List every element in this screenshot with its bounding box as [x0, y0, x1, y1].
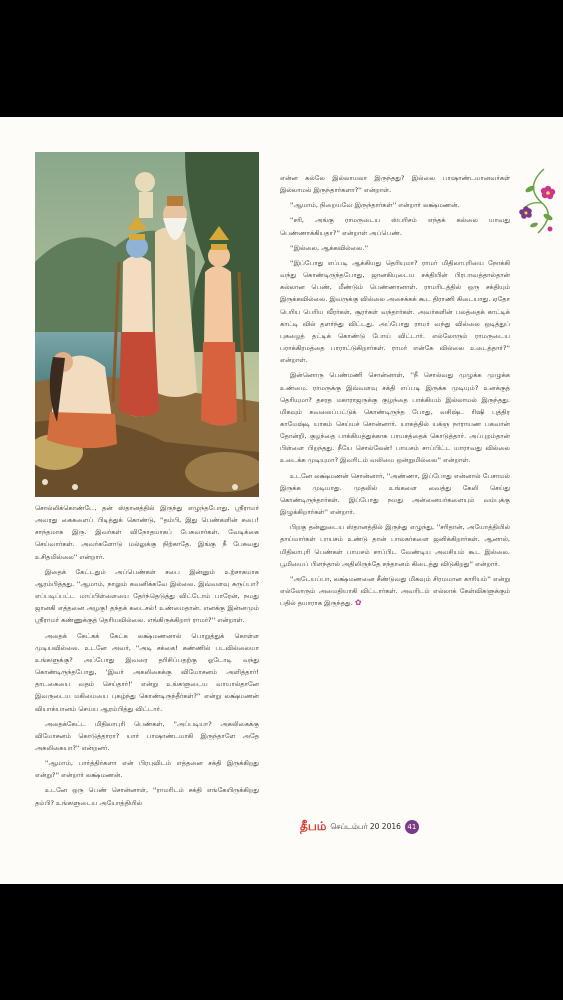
paragraph: இதைக் கேட்டதும் அப்பெண்கள் சபை இன்னும் உற்சாகமாக ஆரம்பித்தது. ''ஆமாம், நாலும் கவனிக்கவே இல்லை. இவ்வளவு சுருப்பா? எப்படிப்பட்ட மாப்பிள்ளையை தேர்ந்தெடுத்து விட்டோம் பாரேன், நமது ஜானகி எத்தனை அழகு! தந்தக் கடைசல்! உண்மைதான். எனக்கு இன்னமும் ஸ்ரீராமர் கண்ணுக்குத் தெரியவில்லை. எங்கிருக்கிறார் ராமர்?'' என்றாள்.	[35, 567, 259, 625]
paragraph: உடனே ஒரு பெண் சொன்னாள், ''ராமரிடம் சக்தி எங்கேயிருக்கிறது தம்பி? உங்களுடைய அயோத்தியில்	[35, 786, 259, 807]
page-number: 41	[405, 820, 419, 834]
magazine-name: தீபம்	[300, 819, 327, 833]
paragraph: அதைக் கேட்கக் கேட்க லக்ஷ்மணனால் பொறுத்துக் கொள்ள முடியவில்லை. உடனே அவர், ''அடி சக்கை! கண்ணில் படவில்லையா உங்களுக்கு? அப்போது இவரை தரிசிப்பதற்கு ஓடோடி வந்து கொண்டிருந்தபோது, 'இவர் அகலிகைக்கு விமோசனம் அளித்தார்! தாடகையை வதம் செய்தார்!' என்று உங்களுடைய வாயால்தானே இவருடைய மகிமையை புகழ்ந்து கொண்டிருந்தீர்கள்?'' என்று லக்ஷ்மணன் வியாக்யானம் செய்ய ஆரம்பித்து விட்டார்.	[35, 631, 259, 713]
magazine-page	[0, 117, 563, 884]
paragraph: என்ன கல்லே இல்லாமலா இருந்தது? இல்லை பாஷாண்டமானவர்கள் இல்லாமல் இருந்தார்களா?'' என்றாள்.	[280, 174, 510, 195]
issue-date: செப்டம்பர் 20 2016	[330, 822, 401, 831]
paragraph: பிறகு தன்னுடைய ஸ்தானத்தில் இருந்து எழுந்து, ''சரிதான், அயோத்தியில் தாய்மார்கள் பாயசம் உண்டு தான் பாலகர்களை ஜனிக்கிறார்கள். ஆனால், மிதிலாபுரி பெண்கள் பாயசம் சாப்பிட வேண்டிய அவசியம் கூட இல்லை. பூமியைப் பிளந்தால் அதிலிருந்தே சந்தானம் கிடைத்து விடுகிறது'' என்றார்.	[280, 523, 510, 568]
paragraph: அதைக்கேட்ட மிதிலாபுரி பெண்கள், ''அப்படியா? அகலிகைக்கு விமோசனம் கொடுத்தாரா? யார் பாஷாண்டமாகி இருந்தாளே அதே அகலிகையா?'' என்றனர்.	[35, 719, 259, 752]
paragraph: ''ஆமாம், பார்த்திர்களா என் பிரபுவிடம் எத்தனை சக்தி இருக்கிறது என்று?'' என்றார் லக்ஷ்மணன்.	[35, 759, 259, 780]
paragraph	[280, 573, 510, 609]
left-text-column	[35, 502, 259, 809]
paragraph-text: ''அடேயப்பா, லக்ஷ்மணனை சீண்டுவது மிகவும் சிரமமான காரியம்'' என்று எல்லோரும் அமைதியாகி விட்டார்கள். அவரிடம் எல்லாக் கேள்விகளுக்கும் பதில் தயாராக இருந்தது.	[280, 574, 510, 608]
paragraph: சொல்லிக்கொண்டே, தன் ஸ்தானத்தில் இருந்து எழுந்தபோது, ஸ்ரீராமர் அவரது கைகளைப் பிடித்துக் கொண்டு, ''தம்பி, இது பெண்களின் சபை! சாந்தமாக இரு. இவர்கள் விநோதமாகப் பேசுவார்கள். வேடிக்கை செய்வார்கள். அவர்களோடு மல்லுக்கு நிற்காதே. இங்கு நீ பேசுவது உசிதமில்லை'' என்றார்.	[35, 504, 259, 561]
paragraph: உடனே லக்ஷ்மணன் சொன்னார், ''அண்ணா, இப்போது என்னால் பேசாமல் இருக்க முடியாது. முதலில் உங்களை வைத்து கேலி செய்து கொண்டிருந்தார்கள். இப்போது நமது அன்னையர்களையும் வம்புக்கு இழுக்கிறார்கள்'' என்றார்.	[280, 471, 510, 517]
paragraph: ''சரி, அங்கு ராமருடைய ஸ்பரிசம் எந்தக் கல்லை யாவது பெண்ணாக்கியதா?'' என்றாள் அப்பெண்.	[280, 216, 510, 237]
paragraph: இன்னொரு பெண்மணி சொன்னாள், ''நீ சொல்வது முழுக்க முழுக்க உண்மை. ராமருக்கு இவ்வளவு சக்தி எப்படி இருக்க முடியும்? உனக்குத் தெரியுமா? தசரத மகாராஜருக்கு குழந்தை பாக்கியம் இல்லாமல் இருந்தது. மிகவும் கவலைப்பட்டுக் கொண்டிருந்த போது, வசிஷ்ட ரிஷி புத்திர காமேஷ்டி யாகம் செய்யச் சொன்னார். யாகத்தில் யக்ஞ நாராயண பகவான் தோன்றி, குழந்தை பாக்கியத்துக்காக பாயசத்தைக் கொடுத்தார். அப்புறம்தான் பிள்ளை பிறந்தது. நீயே சொல்லேன்! பாயசம் சாப்பிட்ட யாராவது வில்லை உடைக்க முடியுமா? இவரிடம் வலிமை ஒன்றுமில்லை'' என்றாள்.	[280, 371, 510, 465]
paragraph: ''இப்போது எப்படி ஆக்கியது தெரியுமா? ராமர் மிதிலாபுரியை நோக்கி வந்து கொண்டிருந்தபோது, ஜானகியுடைய சக்தியின் பிரபாவத்தால்தான் கல்லான பெண், மீண்டும் பெண்ணானாள். ராமரிடத்தில் ஒரு சக்தியும் இருக்கவில்லை. இவருக்கு வில்லை அசைக்கக் கூட திராணி கிடையாது. ஏதோ பெரிய பெரிய வீரர்கள், சூரர்கள் வந்தார்கள். அவர்களின் பலத்தைக் காட்டிக் காட்டி வில் தளர்ந்து விட்டது. அப்போது ராமர் வந்து வில்லை ஒடித்துப் புகழைத் தட்டிக் கொண்டு போய் விட்டார். எல்லோரும் ராமருடைய பராக்கிரமத்தை பாராட்டுகிறார்கள். ராமர் என்கே வில்லை உடைத்தார்?'' என்றாள்.	[280, 258, 510, 365]
right-text-column	[280, 172, 510, 609]
paragraph: ''இல்லை, ஆக்கவில்லை.''	[290, 243, 369, 252]
paragraph: ''ஆமாம், நிறையவே இருந்தார்கள்'' என்றார் லக்ஷ்மணன்.	[290, 201, 460, 210]
page-footer	[300, 820, 419, 834]
end-mark-icon: ✿	[354, 598, 362, 608]
floral-ornament-icon	[516, 167, 556, 237]
ramayana-painting-illustration	[35, 152, 259, 497]
